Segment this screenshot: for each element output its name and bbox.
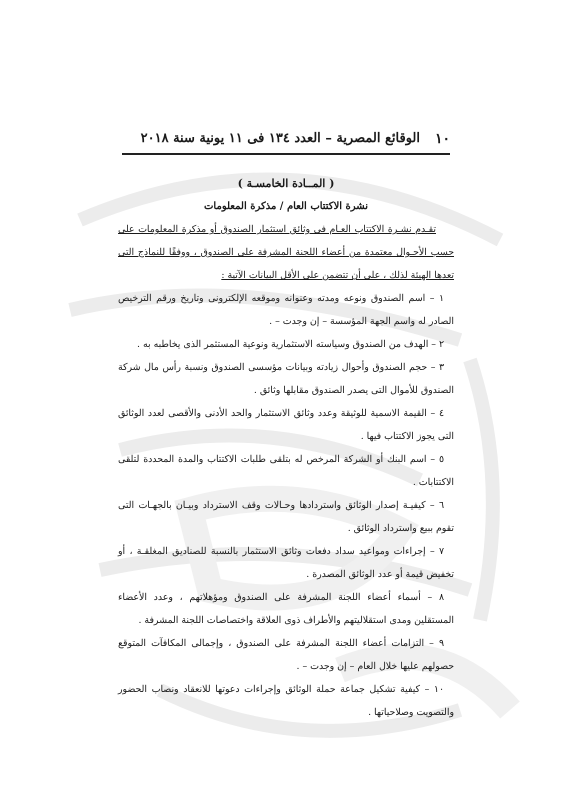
list-item: ٢ – الهدف من الصندوق وسياسته الاستثمارية ونوعية المستثمر الذى يخاطبه به .: [137, 339, 444, 350]
section-title: ( المــادة الخامسـة ): [237, 177, 335, 190]
list-item: ٤ – القيمة الاسمية للوثيقة وعدد وثائق الاستثمار والحد الأدنى والأقصى لعدد الوثائق التى يجوز الاكتتاب فيها .: [118, 408, 454, 442]
list-item: ١ – اسم الصندوق ونوعه ومدته وعنوانه وموقعه الإلكترونى وتاريخ ورقم الترخيص الصادر له واسم الجهة المؤسسة – إن وجدت – .: [118, 293, 454, 327]
page-header: [122, 131, 450, 155]
list-item: ٨ – أسماء أعضاء اللجنة المشرفة على الصندوق ومؤهلاتهم ، وعدد الأعضاء المستقلين ومدى استقلاليتهم والأطراف ذوى العلاقة واختصاصات اللجنة المشرفة .: [118, 592, 454, 626]
section-subtitle: نشرة الاكتتاب العام / مذكرة المعلومات: [204, 201, 368, 212]
document-body: [118, 172, 454, 724]
list-item: ٦ – كيفيـة إصدار الوثائق واستردادها وحـالات وقف الاسترداد وبيـان بالجهـات التى تقوم ببيع واسترداد الوثائق .: [118, 500, 454, 534]
list-item: ١٠ – كيفية تشكيل جماعة حملة الوثائق وإجراءات دعوتها للانعقاد ونصاب الحضور والتصويت وصلاحياتها .: [118, 684, 454, 718]
list-item: ٩ – التزامات أعضاء اللجنة المشرفة على الصندوق ، وإجمالى المكافآت المتوقع حصولهم عليها خلال العام – إن وجدت – .: [118, 638, 454, 672]
list-item: ٧ – إجراءات ومواعيد سداد دفعات وثائق الاستثمار بالنسبة للصناديق المغلقـة ، أو تخفيض قيمة أو عدد الوثائق المصدرة .: [118, 546, 454, 580]
list-item: ٥ – اسم البنك أو الشركة المرخص له بتلقى طلبات الاكتتاب والمدة المحددة لتلقى الاكتتابات .: [118, 454, 454, 488]
gazette-header-title: الوقائع المصرية – العدد ١٣٤ فى ١١ يونية سنة ٢٠١٨: [140, 131, 420, 146]
intro-text: تقـدم نشـرة الاكتتاب العـام فى وثائق استثمار الصندوق أو مذكرة المعلومات على حسب الأحـوال معتمدة من أعضاء اللجنة المشرفة على الصندوق ، ووفقًا للنماذج التى تعدها الهيئة لذلك ، على أن تتضمن على الأقل البيانات الآتية :: [118, 224, 454, 281]
list-item: ٣ – حجم الصندوق وأحوال زيادته وبيانات مؤسسى الصندوق ونسبة رأس مال شركة الصندوق للأموال التى يصدر الصندوق مقابلها وثائق .: [118, 362, 454, 396]
page-number: ١٠: [434, 131, 450, 147]
intro-paragraph: [118, 218, 454, 287]
